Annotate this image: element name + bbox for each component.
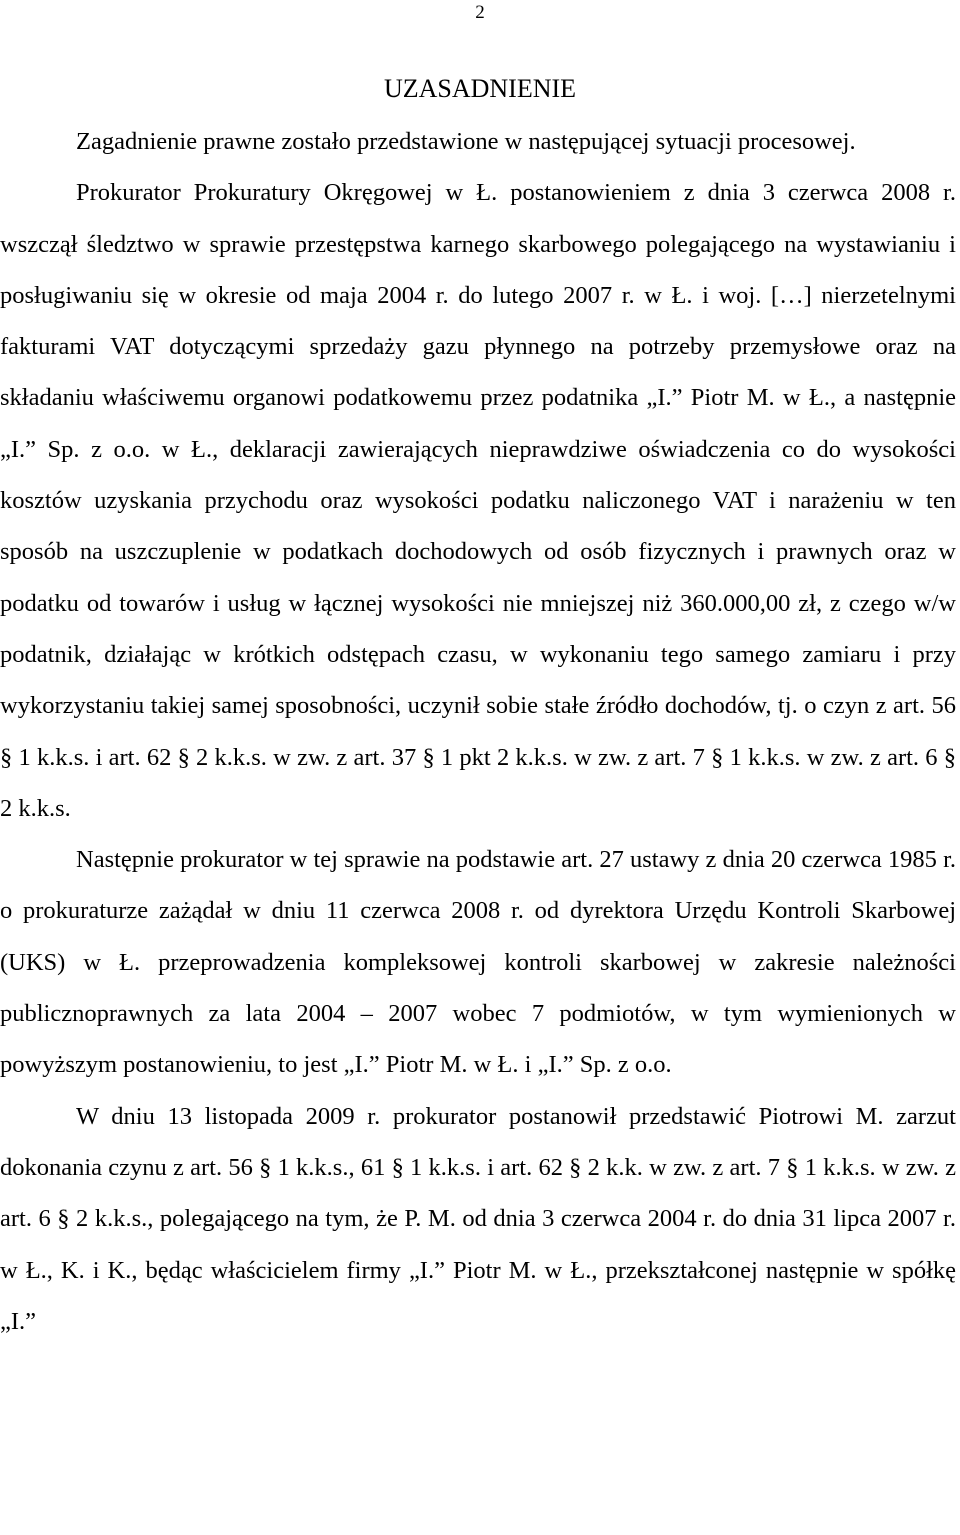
page-number: 2 <box>475 2 485 23</box>
paragraph-charges: W dniu 13 listopada 2009 r. prokurator postanowił przedstawić Piotrowi M. zarzut dokonania czynu z art. 56 § 1 k.k.s., 61 § 1 k.k.s. i art. 62 § 2 k.k. w zw. z art. 7 § 1 k.k.s. w zw. z art. 6 § 2 k.k.s., polegającego na tym, że P. M. od dnia 3 czerwca 2004 r. do dnia 31 lipca 2007 r. w Ł., K. i K., będąc właścicielem firmy „I.” Piotr M. w Ł., przekształconej następnie w spółkę „I.” <box>0 1102 956 1335</box>
document-body <box>0 116 956 1347</box>
paragraph-investigation: Prokurator Prokuratury Okręgowej w Ł. postanowieniem z dnia 3 czerwca 2008 r. wszczął śledztwo w sprawie przestępstwa karnego skarbowego polegającego na wystawianiu i posługiwaniu się w okresie od maja 2004 r. do lutego 2007 r. w Ł. i woj. […] nierzetelnymi fakturami VAT dotyczącymi sprzedaży gazu płynnego na potrzeby przemysłowe oraz na składaniu właściwemu organowi podatkowemu przez podatnika „I.” Piotr M. w Ł., a następnie „I.” Sp. z o.o. w Ł., deklaracji zawierających nieprawdziwe oświadczenia co do wysokości kosztów uzyskania przychodu oraz wysokości podatku naliczonego VAT i narażeniu w ten sposób na uszczuplenie w podatkach dochodowych od osób fizycznych i prawnych oraz w podatku od towarów i usług w łącznej wysokości nie mniejszej niż 360.000,00 zł, z czego w/w podatnik, działając w krótkich odstępach czasu, w wykonaniu tego samego zamiaru i przy wykorzystaniu takiej samej sposobności, uczynił sobie stałe źródło dochodów, tj. o czyn z art. 56 § 1 k.k.s. i art. 62 § 2 k.k.s. w zw. z art. 37 § 1 pkt 2 k.k.s. w zw. z art. 7 § 1 k.k.s. w zw. z art. 6 § 2 k.k.s. <box>0 179 956 822</box>
document-heading: UZASADNIENIE <box>383 74 577 103</box>
paragraph-tax-control: Następnie prokurator w tej sprawie na podstawie art. 27 ustawy z dnia 20 czerwca 1985 r. o prokuraturze zażądał w dniu 11 czerwca 2008 r. od dyrektora Urzędu Kontroli Skarbowej (UKS) w Ł. przeprowadzenia kompleksowej kontroli skarbowej w zakresie należności publicznoprawnych za lata 2004 – 2007 wobec 7 podmiotów, w tym wymienionych w powyższym postanowieniu, to jest „I.” Piotr M. w Ł. i „I.” Sp. z o.o. <box>0 846 956 1079</box>
paragraph-intro: Zagadnienie prawne zostało przedstawione w następującej sytuacji procesowej. <box>76 128 856 155</box>
